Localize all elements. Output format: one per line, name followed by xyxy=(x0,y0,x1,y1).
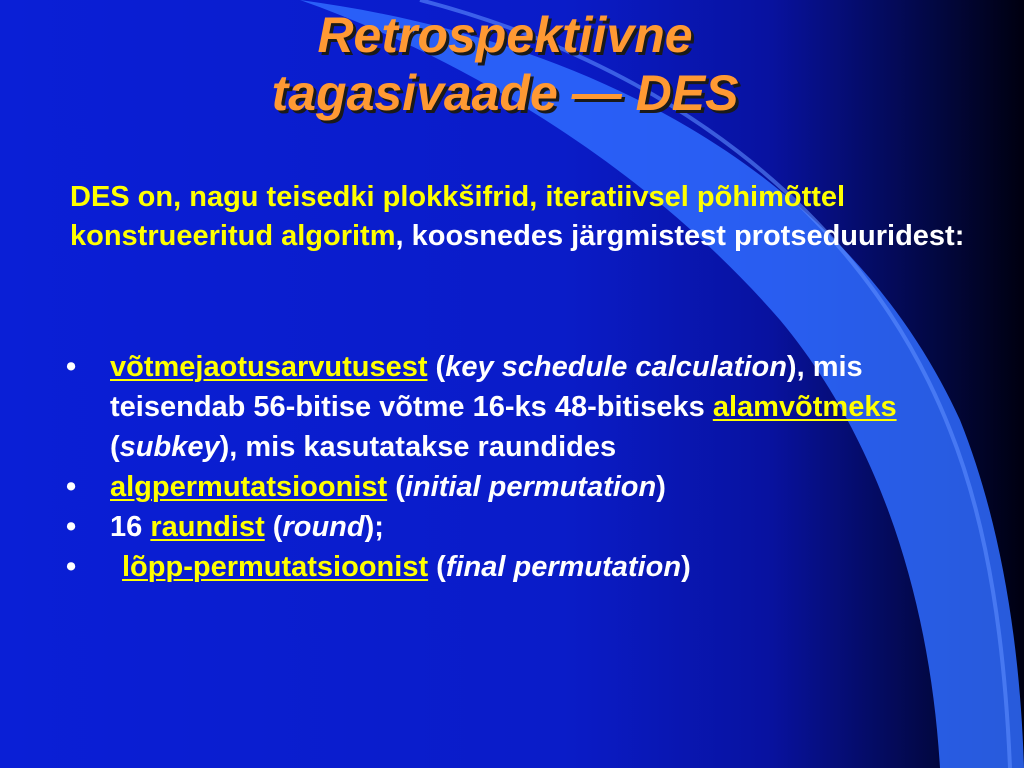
item-text: ), mis kasutatakse raundides xyxy=(219,431,617,463)
english-term: key schedule calculation xyxy=(445,351,787,383)
paren-open: ( xyxy=(428,551,446,583)
paren-open: ( xyxy=(387,471,405,503)
english-term: round xyxy=(282,511,365,543)
term-link-final-permutation[interactable]: lõpp-permutatsioonist xyxy=(122,551,429,583)
paren-open: ( xyxy=(110,431,120,463)
title-line-2: tagasivaade — DES xyxy=(271,65,739,121)
title-line-1: Retrospektiivne xyxy=(317,7,693,63)
bullet-dot: • xyxy=(66,551,77,583)
item-text: ), mis teisendab 56-bitise võtme 16-ks 48-bitiseks xyxy=(110,351,863,423)
procedure-list xyxy=(60,347,960,587)
bullet-dot: • xyxy=(66,511,77,543)
english-term: final permutation xyxy=(445,551,682,583)
bullet-dot: • xyxy=(66,471,77,503)
item-prefix: 16 xyxy=(110,511,151,543)
list-item xyxy=(60,347,960,467)
intro-paragraph xyxy=(70,178,970,256)
paren-close: ) xyxy=(656,471,666,503)
english-term: initial permutation xyxy=(404,471,657,503)
english-term: subkey xyxy=(119,431,220,463)
paren-close: ); xyxy=(364,511,384,543)
term-link-initial-permutation[interactable]: algpermutatsioonist xyxy=(110,471,388,503)
intro-highlight: DES on, nagu teisedki plokkšifrid, iteratiivsel põhimõttel konstrueeritud algoritm xyxy=(70,181,846,252)
term-link-key-schedule[interactable]: võtmejaotusarvutusest xyxy=(110,351,428,383)
term-link-subkey[interactable]: alamvõtmeks xyxy=(712,391,897,423)
list-item xyxy=(60,547,960,587)
intro-rest: , koosnedes järgmistest protseduuridest: xyxy=(395,220,965,252)
term-link-round[interactable]: raundist xyxy=(150,511,265,543)
list-item xyxy=(60,467,960,507)
bullet-dot: • xyxy=(66,351,77,383)
paren-open: ( xyxy=(264,511,283,543)
paren-open: ( xyxy=(427,351,446,383)
paren-close: ) xyxy=(681,551,691,583)
list-item xyxy=(60,507,960,547)
slide-title xyxy=(0,6,1010,122)
